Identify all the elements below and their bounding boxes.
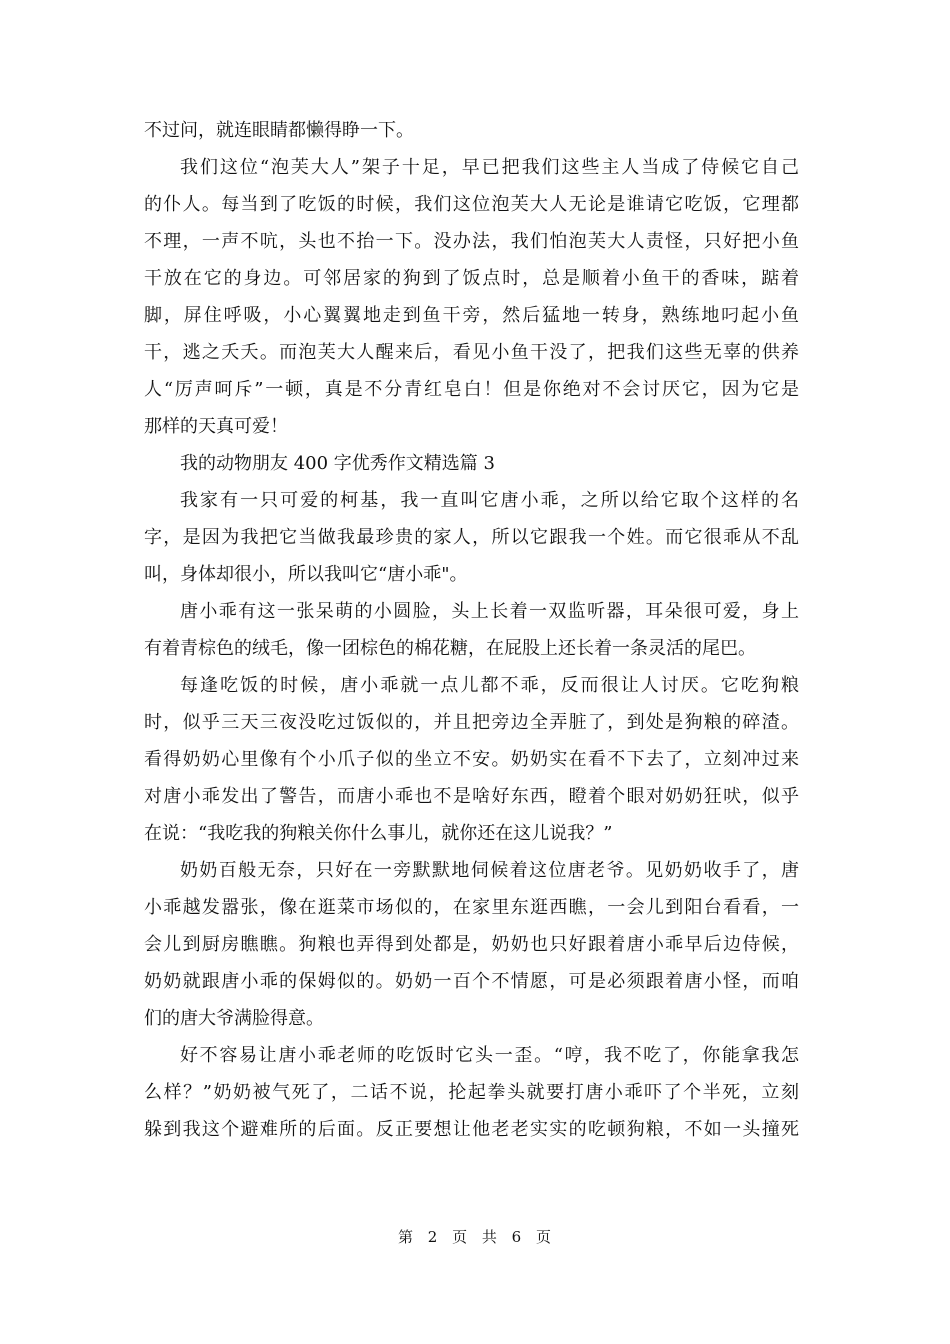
text-line: 唐小乖有这一张呆萌的小圆脸，头上长着一双监听器，耳朵很可爱，身上 [180, 601, 799, 622]
text-line: 叫，身体却很小，所以我叫它“唐小乖"。 [144, 564, 468, 585]
text-line: 脚，屏住呼吸，小心翼翼地走到鱼干旁，然后猛地一转身，熟练地叼起小鱼 [144, 305, 799, 326]
text-line: 我的动物朋友 400 字优秀作文精选篇 3 [180, 453, 495, 474]
text-line: 么样？”奶奶被气死了，二话不说，抡起拳头就要打唐小乖吓了个半死，立刻 [144, 1082, 799, 1103]
text-line: 对唐小乖发出了警告，而唐小乖也不是啥好东西，瞪着个眼对奶奶狂吠，似乎 [144, 786, 799, 807]
text-line: 干，逃之夭夭。而泡芙大人醒来后，看见小鱼干没了，把我们这些无辜的供养 [144, 342, 799, 363]
text-line: 躲到我这个避难所的后面。反正要想让他老老实实的吃顿狗粮，不如一头撞死 [144, 1119, 799, 1140]
text-line: 好不容易让唐小乖老师的吃饭时它头一歪。“哼，我不吃了，你能拿我怎 [180, 1045, 799, 1066]
text-line: 会儿到厨房瞧瞧。狗粮也弄得到处都是，奶奶也只好跟着唐小乖早后边侍候， [144, 934, 799, 955]
text-line: 在说：“我吃我的狗粮关你什么事儿，就你还在这儿说我？” [144, 823, 613, 844]
text-line: 不过问，就连眼睛都懒得睁一下。 [144, 120, 414, 141]
text-line: 干放在它的身边。可邻居家的狗到了饭点时，总是顺着小鱼干的香味，踮着 [144, 268, 799, 289]
text-line: 人“厉声呵斥”一顿，真是不分青红皂白！但是你绝对不会讨厌它，因为它是 [144, 379, 799, 400]
text-line: 看得奶奶心里像有个小爪子似的坐立不安。奶奶实在看不下去了，立刻冲过来 [144, 749, 799, 770]
text-line: 我们这位“泡芙大人”架子十足，早已把我们这些主人当成了侍候它自己 [180, 157, 799, 178]
text-line: 每逢吃饭的时候，唐小乖就一点儿都不乖，反而很让人讨厌。它吃狗粮 [180, 675, 799, 696]
text-line: 我家有一只可爱的柯基，我一直叫它唐小乖，之所以给它取个这样的名 [180, 490, 799, 511]
text-line: 小乖越发嚣张，像在逛菜市场似的，在家里东逛西瞧，一会儿到阳台看看，一 [144, 897, 799, 918]
text-line: 那样的天真可爱！ [144, 416, 288, 437]
page-footer: 第 2 页 共 6 页 [398, 1228, 552, 1246]
document-body [144, 112, 799, 1148]
text-line: 奶奶就跟唐小乖的保姆似的。奶奶一百个不情愿，可是必须跟着唐小怪，而咱 [144, 971, 799, 992]
text-line: 们的唐大爷满脸得意。 [144, 1008, 324, 1029]
text-line: 字，是因为我把它当做我最珍贵的家人，所以它跟我一个姓。而它很乖从不乱 [144, 527, 799, 548]
text-line: 不理，一声不吭，头也不抬一下。没办法，我们怕泡芙大人责怪，只好把小鱼 [144, 231, 799, 252]
text-line: 时，似乎三天三夜没吃过饭似的，并且把旁边全弄脏了，到处是狗粮的碎渣。 [144, 712, 799, 733]
text-line: 有着青棕色的绒毛，像一团棕色的棉花糖，在屁股上还长着一条灵活的尾巴。 [144, 638, 756, 659]
text-line: 奶奶百般无奈，只好在一旁默默地伺候着这位唐老爷。见奶奶收手了，唐 [180, 860, 799, 881]
text-line: 的仆人。每当到了吃饭的时候，我们这位泡芙大人无论是谁请它吃饭，它理都 [144, 194, 799, 215]
